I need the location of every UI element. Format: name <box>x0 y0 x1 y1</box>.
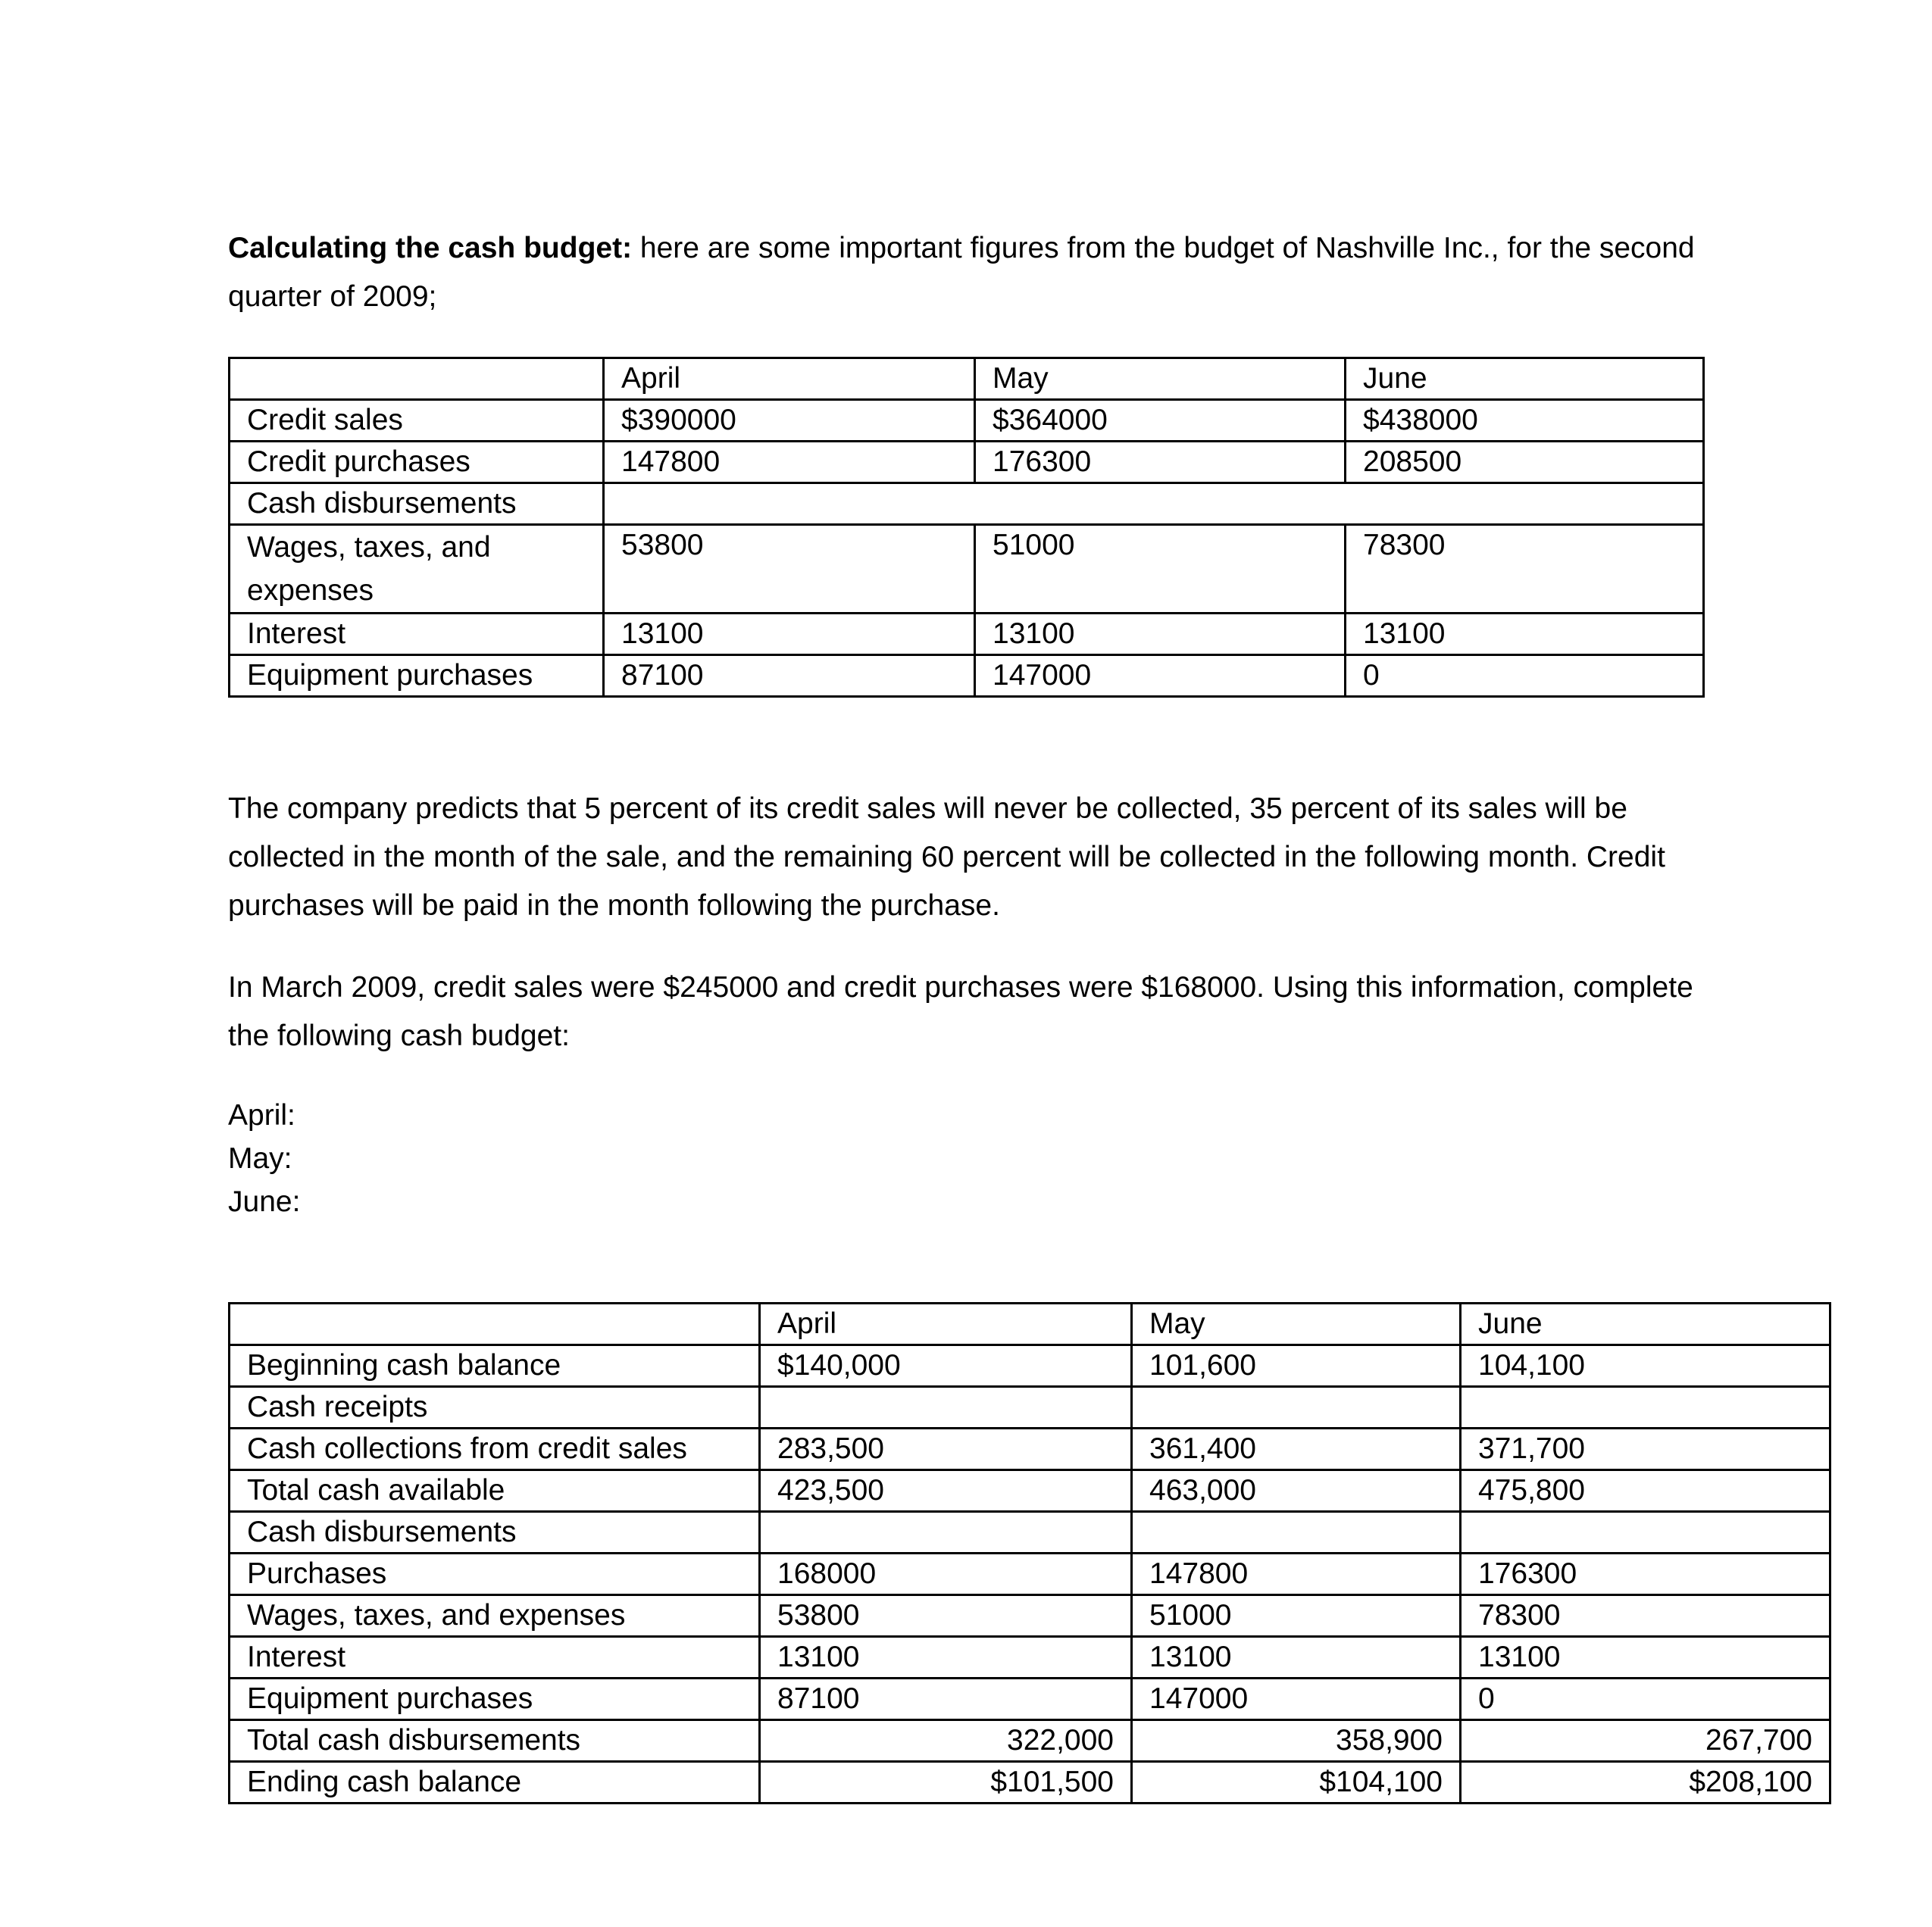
cell: 87100 <box>604 655 975 697</box>
row-label: Beginning cash balance <box>230 1345 760 1387</box>
table-row <box>230 1762 1830 1804</box>
table-row <box>230 1470 1830 1512</box>
table-row <box>230 655 1704 697</box>
cell: 53800 <box>604 525 975 614</box>
cell: 13100 <box>760 1637 1132 1679</box>
cell: 13100 <box>604 614 975 655</box>
cell: 78300 <box>1461 1595 1830 1637</box>
cell: 13100 <box>975 614 1346 655</box>
cell: 0 <box>1346 655 1704 697</box>
cell: $364000 <box>975 400 1346 442</box>
cash-budget-table <box>228 1302 1831 1804</box>
cell: 13100 <box>1461 1637 1830 1679</box>
header-cell: June <box>1346 358 1704 400</box>
row-label: Purchases <box>230 1554 760 1595</box>
cell: 371,700 <box>1461 1429 1830 1470</box>
cell: 51000 <box>1132 1595 1461 1637</box>
table-row <box>230 1429 1830 1470</box>
table-row <box>230 483 1704 525</box>
row-label: Equipment purchases <box>230 1679 760 1720</box>
intro-paragraph <box>228 224 1736 321</box>
cell: 78300 <box>1346 525 1704 614</box>
march-data-paragraph: In March 2009, credit sales were $245000 and credit purchases were $168000. Using this information, complete the following cash budget: <box>228 971 1693 1052</box>
cell: 87100 <box>760 1679 1132 1720</box>
month-label-june: June: <box>228 1185 301 1218</box>
collection-assumptions-paragraph: The company predicts that 5 percent of its credit sales will never be collected, 35 percent of its sales will be collected in the month of the sale, and the remaining 60 percent will be collected in the following month. Credit purchases will be paid in the month following the purchase. <box>228 792 1665 922</box>
cell: 423,500 <box>760 1470 1132 1512</box>
row-label: Credit purchases <box>230 442 604 483</box>
cell <box>1132 1512 1461 1554</box>
merged-empty-cell <box>604 483 1704 525</box>
table-row <box>230 1387 1830 1429</box>
row-label: Equipment purchases <box>230 655 604 697</box>
intro-text: here are some important figures from the budget of Nashville Inc., for the second quarter of 2009; <box>228 232 1695 313</box>
cell: 51000 <box>975 525 1346 614</box>
row-label: Cash disbursements <box>230 1512 760 1554</box>
table-header-row <box>230 358 1704 400</box>
header-cell: May <box>975 358 1346 400</box>
month-label-april: April: <box>228 1099 295 1132</box>
table-row <box>230 525 1704 614</box>
cell <box>760 1512 1132 1554</box>
row-label: Total cash available <box>230 1470 760 1512</box>
cell: $438000 <box>1346 400 1704 442</box>
row-label: Cash receipts <box>230 1387 760 1429</box>
header-cell: June <box>1461 1304 1830 1345</box>
cell: $140,000 <box>760 1345 1132 1387</box>
budget-figures-table <box>228 357 1705 698</box>
row-label: Wages, taxes, and expenses <box>230 525 604 614</box>
cell: 463,000 <box>1132 1470 1461 1512</box>
table-row <box>230 400 1704 442</box>
cell: 147000 <box>975 655 1346 697</box>
cell: 358,900 <box>1132 1720 1461 1762</box>
table-row <box>230 1637 1830 1679</box>
table-row <box>230 1345 1830 1387</box>
row-label: Wages, taxes, and expenses <box>230 1595 760 1637</box>
cell: $104,100 <box>1132 1762 1461 1804</box>
table-row <box>230 1595 1830 1637</box>
row-label: Cash collections from credit sales <box>230 1429 760 1470</box>
month-answer-labels <box>228 1094 300 1223</box>
cell: 176300 <box>1461 1554 1830 1595</box>
cell: 53800 <box>760 1595 1132 1637</box>
cell: 13100 <box>1346 614 1704 655</box>
row-label: Ending cash balance <box>230 1762 760 1804</box>
cell: 361,400 <box>1132 1429 1461 1470</box>
table-row <box>230 442 1704 483</box>
cell: 147800 <box>604 442 975 483</box>
cell: 101,600 <box>1132 1345 1461 1387</box>
table-row <box>230 1720 1830 1762</box>
table-row <box>230 1679 1830 1720</box>
cell: 147800 <box>1132 1554 1461 1595</box>
cell: 0 <box>1461 1679 1830 1720</box>
month-label-may: May: <box>228 1142 292 1175</box>
header-cell <box>230 358 604 400</box>
cell <box>760 1387 1132 1429</box>
cell: 208500 <box>1346 442 1704 483</box>
table-header-row <box>230 1304 1830 1345</box>
header-cell: May <box>1132 1304 1461 1345</box>
cell: 168000 <box>760 1554 1132 1595</box>
header-cell <box>230 1304 760 1345</box>
intro-bold-lead: Calculating the cash budget: <box>228 232 633 264</box>
cell: 322,000 <box>760 1720 1132 1762</box>
cell <box>1132 1387 1461 1429</box>
cell: 13100 <box>1132 1637 1461 1679</box>
row-label: Interest <box>230 1637 760 1679</box>
cell: 147000 <box>1132 1679 1461 1720</box>
row-label: Total cash disbursements <box>230 1720 760 1762</box>
cell: $208,100 <box>1461 1762 1830 1804</box>
row-label: Credit sales <box>230 400 604 442</box>
cell: 176300 <box>975 442 1346 483</box>
row-label: Interest <box>230 614 604 655</box>
cell: 104,100 <box>1461 1345 1830 1387</box>
table-row <box>230 1554 1830 1595</box>
cell <box>1461 1387 1830 1429</box>
cell: $101,500 <box>760 1762 1132 1804</box>
cell: 475,800 <box>1461 1470 1830 1512</box>
cell: 283,500 <box>760 1429 1132 1470</box>
cell: 267,700 <box>1461 1720 1830 1762</box>
header-cell: April <box>604 358 975 400</box>
row-label: Cash disbursements <box>230 483 604 525</box>
table-row <box>230 1512 1830 1554</box>
cell: $390000 <box>604 400 975 442</box>
cell <box>1461 1512 1830 1554</box>
header-cell: April <box>760 1304 1132 1345</box>
table-row <box>230 614 1704 655</box>
